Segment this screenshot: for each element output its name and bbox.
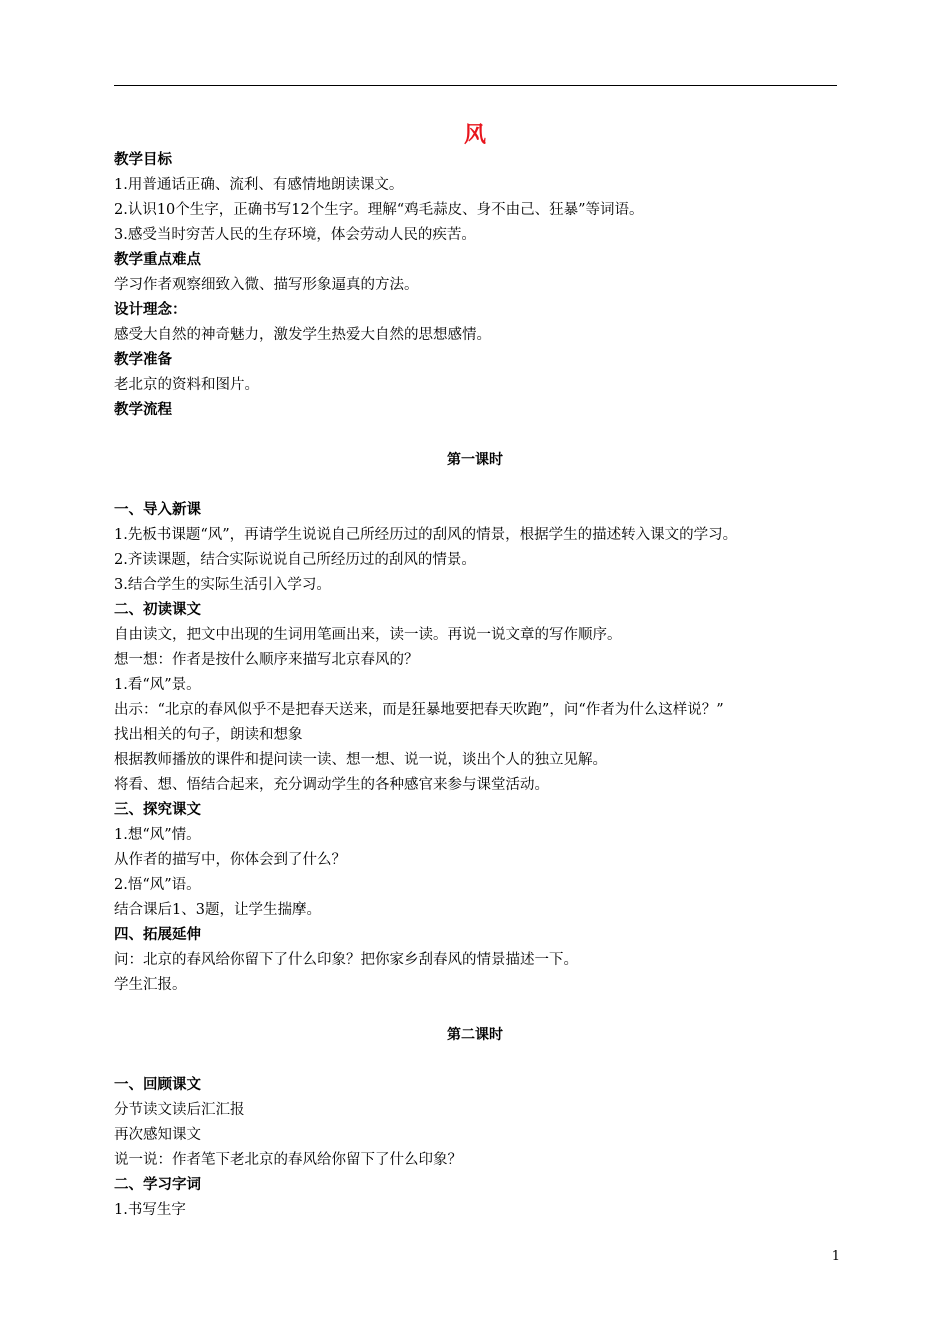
section-heading: 二、初读课文	[114, 602, 201, 618]
section-heading: 三、探究课文	[114, 802, 201, 818]
concept-heading: 设计理念：	[114, 302, 187, 318]
section-item: 分节读文读后汇汇报	[114, 1102, 245, 1118]
header-rule	[114, 85, 837, 86]
section-item: 自由读文，把文中出现的生词用笔画出来，读一读。再说一说文章的写作顺序。	[114, 627, 622, 643]
section-item: 根据教师播放的课件和提问读一读、想一想、说一说，谈出个人的独立见解。	[114, 752, 607, 768]
objective-item: 3.感受当时穷苦人民的生存环境，体会劳动人民的疾苦。	[114, 227, 476, 243]
section-item: 说一说：作者笔下老北京的春风给你留下了什么印象？	[114, 1152, 462, 1168]
document-title: 风	[463, 123, 486, 148]
section-heading: 二、学习字词	[114, 1177, 201, 1193]
section-heading: 一、回顾课文	[114, 1077, 201, 1093]
objective-item: 2.认识10个生字，正确书写12个生字。理解“鸡毛蒜皮、身不由己、狂暴”等词语。	[114, 202, 644, 218]
key-points-text: 学习作者观察细致入微、描写形象逼真的方法。	[114, 277, 419, 293]
section-item: 想一想：作者是按什么顺序来描写北京春风的？	[114, 652, 419, 668]
lesson2-heading: 第二课时	[447, 1027, 503, 1043]
preparation-text: 老北京的资料和图片。	[114, 377, 259, 393]
section-item: 学生汇报。	[114, 977, 187, 993]
section-item: 再次感知课文	[114, 1127, 201, 1143]
document-body	[114, 148, 844, 1223]
section-item: 找出相关的句子，朗读和想象	[114, 727, 303, 743]
concept-text: 感受大自然的神奇魅力，激发学生热爱大自然的思想感情。	[114, 327, 491, 343]
section-item: 1.先板书课题“风”，再请学生说说自己所经历过的刮风的情景，根据学生的描述转入课文的学习。	[114, 527, 738, 543]
section-item: 将看、想、悟结合起来，充分调动学生的各种感官来参与课堂活动。	[114, 777, 549, 793]
section-item: 出示：“北京的春风似乎不是把春天送来，而是狂暴地要把春天吹跑”，问“作者为什么这样说？”	[114, 702, 724, 718]
preparation-heading: 教学准备	[114, 352, 172, 368]
objectives-heading: 教学目标	[114, 152, 172, 168]
section-item: 问：北京的春风给你留下了什么印象？把你家乡刮春风的情景描述一下。	[114, 952, 578, 968]
section-heading: 一、导入新课	[114, 502, 201, 518]
page-number: 1	[831, 1249, 840, 1264]
key-points-heading: 教学重点难点	[114, 252, 201, 268]
section-item: 2.齐读课题，结合实际说说自己所经历过的刮风的情景。	[114, 552, 476, 568]
section-item: 结合课后1、3题，让学生揣摩。	[114, 902, 321, 918]
section-item: 2.悟“风”语。	[114, 877, 201, 893]
section-item: 3.结合学生的实际生活引入学习。	[114, 577, 331, 593]
section-item: 1.想“风”情。	[114, 827, 201, 843]
section-item: 1.看“风”景。	[114, 677, 201, 693]
section-heading: 四、拓展延伸	[114, 927, 201, 943]
section-item: 1.书写生字	[114, 1202, 186, 1218]
section-item: 从作者的描写中，你体会到了什么？	[114, 852, 346, 868]
lesson1-heading: 第一课时	[447, 452, 503, 468]
objective-item: 1.用普通话正确、流利、有感情地朗读课文。	[114, 177, 404, 193]
flow-heading: 教学流程	[114, 402, 172, 418]
